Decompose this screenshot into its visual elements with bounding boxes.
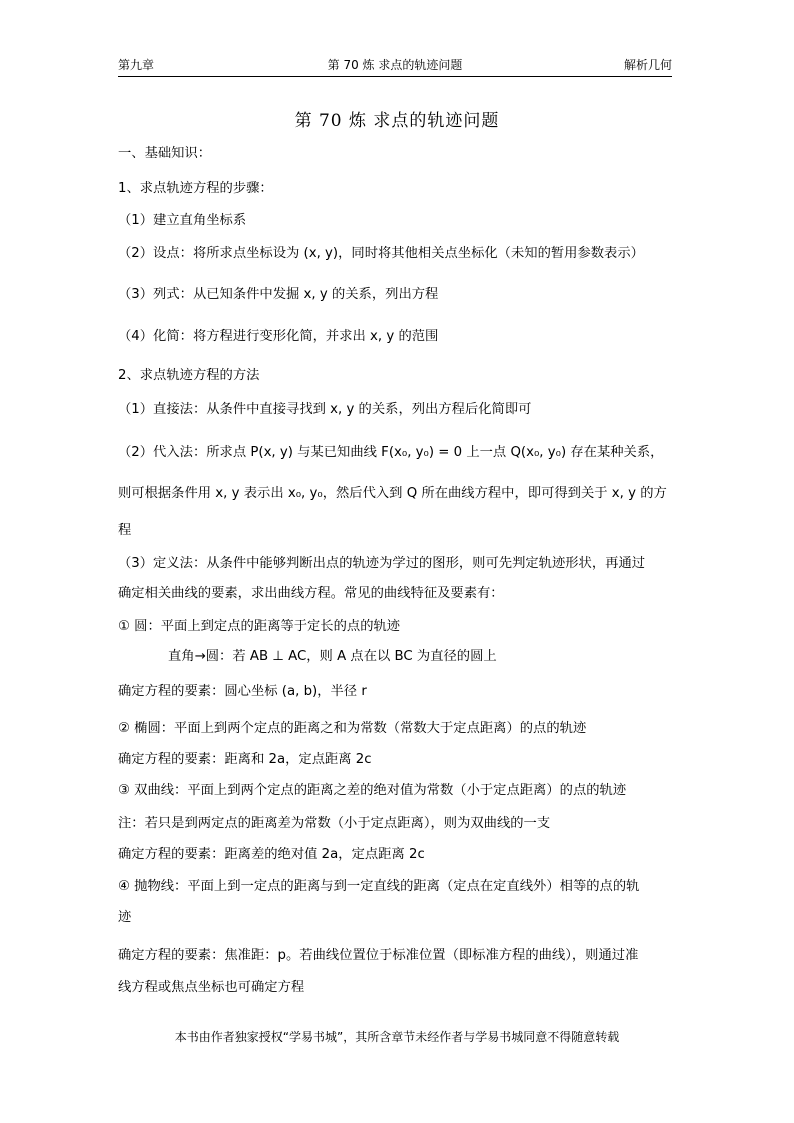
circle-elements: 确定方程的要素：圆心坐标 (a, b)，半径 r bbox=[118, 684, 367, 699]
parabola-elements: 确定方程的要素：焦准距：p。若曲线位置位于标准位置（即标准方程的曲线），则通过准 bbox=[118, 948, 639, 963]
circle-definition: ① 圆：平面上到定点的距离等于定长的点的轨迹 bbox=[118, 619, 401, 634]
step-4: （4）化简：将方程进行变形化简，并求出 x, y 的范围 bbox=[118, 329, 439, 344]
methods-heading: 2、求点轨迹方程的方法 bbox=[118, 368, 260, 383]
method-direct: （1）直接法：从条件中直接寻找到 x, y 的关系，列出方程后化简即可 bbox=[118, 402, 532, 417]
parabola-definition: ④ 抛物线：平面上到一定点的距离与到一定直线的距离（定点在定直线外）相等的点的轨 bbox=[118, 879, 640, 894]
method-definition-cont: 确定相关曲线的要素，求出曲线方程。常见的曲线特征及要素有： bbox=[118, 586, 504, 601]
circle-right-angle: 直角→圆：若 AB ⊥ AC，则 A 点在以 BC 为直径的圆上 bbox=[168, 649, 497, 664]
hyperbola-definition: ③ 双曲线：平面上到两个定点的距离之差的绝对值为常数（小于定点距离）的点的轨迹 bbox=[118, 783, 627, 798]
method-substitution-end: 程 bbox=[118, 523, 132, 538]
steps-heading: 1、求点轨迹方程的步骤： bbox=[118, 181, 273, 196]
ellipse-definition: ② 椭圆：平面上到两个定点的距离之和为常数（常数大于定点距离）的点的轨迹 bbox=[118, 721, 587, 736]
method-definition: （3）定义法：从条件中能够判断出点的轨迹为学过的图形，则可先判定轨迹形状，再通过 bbox=[118, 556, 646, 571]
page-title: 第 70 炼 求点的轨迹问题 bbox=[294, 111, 500, 131]
method-substitution: （2）代入法：所求点 P(x, y) 与某已知曲线 F(x₀, y₀) = 0 上一点 Q(x₀, y₀) 存在某种关系， bbox=[118, 445, 664, 460]
hyperbola-elements: 确定方程的要素：距离差的绝对值 2a，定点距离 2c bbox=[118, 847, 425, 862]
step-1: （1）建立直角坐标系 bbox=[118, 213, 247, 228]
parabola-elements-cont: 线方程或焦点坐标也可确定方程 bbox=[118, 980, 305, 995]
header-divider bbox=[118, 76, 672, 77]
parabola-definition-end: 迹 bbox=[118, 910, 132, 925]
header-chapter: 第九章 bbox=[118, 58, 155, 72]
hyperbola-note: 注：若只是到两定点的距离差为常数（小于定点距离），则为双曲线的一支 bbox=[118, 816, 551, 831]
section-heading-basics: 一、基础知识： bbox=[118, 146, 212, 161]
method-substitution-cont: 则可根据条件用 x, y 表示出 x₀, y₀，然后代入到 Q 所在曲线方程中，即可得到关于 x, y 的方 bbox=[118, 486, 667, 501]
header-lesson: 第 70 炼 求点的轨迹问题 bbox=[327, 58, 463, 72]
header-subject: 解析几何 bbox=[623, 58, 672, 72]
step-2: （2）设点：将所求点坐标设为 (x, y)，同时将其他相关点坐标化（未知的暂用参数表示） bbox=[118, 246, 644, 261]
page-header bbox=[118, 56, 672, 78]
ellipse-elements: 确定方程的要素：距离和 2a，定点距离 2c bbox=[118, 752, 372, 767]
copyright-footer: 本书由作者独家授权“学易书城”，其所含章节未经作者与学易书城同意不得随意转载 bbox=[174, 1030, 620, 1044]
step-3: （3）列式：从已知条件中发掘 x, y 的关系，列出方程 bbox=[118, 287, 439, 302]
